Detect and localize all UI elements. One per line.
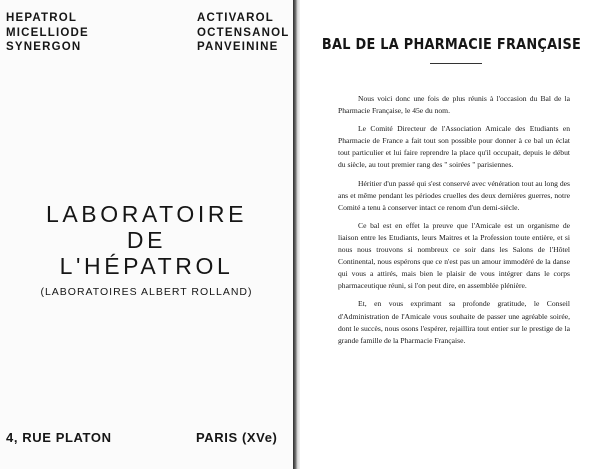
- street-address: 4, RUE PLATON: [6, 430, 112, 445]
- brand-name: OCTENSANOL: [197, 26, 290, 39]
- brand-list-left: [6, 11, 89, 55]
- left-page: [0, 0, 293, 469]
- lab-line-1: LABORATOIRE: [45, 201, 248, 227]
- paragraph: Héritier d'un passé qui s'est conservé avec vénération tout au long des ans et même pendant les périodes cruelles des deux dernières guerres, notre Comité a tenu à conserver intact ce renom d'un demi-siècle.: [338, 178, 570, 212]
- paragraph: Et, en vous exprimant sa profonde gratitude, le Conseil d'Administration de l'Amicale vous souhaite de passer une agréable soirée, dont le succès, nous osons l'espérer, rejaillira tout entier sur le prestige de la grande famille de la Pharmacie Française.: [338, 299, 570, 345]
- lab-line-2: DE: [126, 227, 167, 253]
- laboratory-heading: [0, 201, 293, 298]
- brand-name: ACTIVAROL: [197, 12, 275, 24]
- brand-name: HEPATROL: [6, 12, 78, 24]
- city-address: PARIS (XVe): [196, 430, 278, 445]
- lab-subtitle: (LABORATOIRES ALBERT ROLLAND): [40, 286, 253, 298]
- lab-line-3: L'HÉPATROL: [59, 253, 234, 279]
- brand-list-right: [197, 11, 290, 55]
- right-page: [300, 0, 603, 469]
- brand-name: MICELLIODE: [6, 26, 89, 39]
- title-rule: [430, 63, 482, 64]
- brand-name: PANVEININE: [197, 41, 279, 53]
- paragraph: Nous voici donc une fois de plus réunis à l'occasion du Bal de la Pharmacie Française, le 45e du nom.: [338, 94, 570, 116]
- article-body: [338, 93, 570, 353]
- brand-name: SYNERGON: [6, 41, 82, 53]
- page-gutter: [293, 0, 300, 469]
- paragraph: Le Comité Directeur de l'Association Amicale des Etudiants en Pharmacie de France a fait tout son possible pour donner à ce bal un éclat tout particulier et lui faire reprendre la place qu'il occupait, depuis le début du siècle, au tout premier rang des " soirées " parisiennes.: [338, 124, 570, 170]
- paragraph: Ce bal est en effet la preuve que l'Amicale est un organisme de liaison entre les Etudiants, leurs Maitres et la Profession toute entière, et si nous nous trouvons si nombreux ce soir dans les Salons de l'Hôtel Continental, nous espérons que ce n'est pas un amour immodéré de la danse qui vous a attirés, mais bien le plaisir de vous intégrer dans le corps pharmaceutique réuni, si l'on peut dire, en assemblée plénière.: [338, 220, 570, 291]
- page-title: BAL DE LA PHARMACIE FRANÇAISE: [321, 35, 582, 53]
